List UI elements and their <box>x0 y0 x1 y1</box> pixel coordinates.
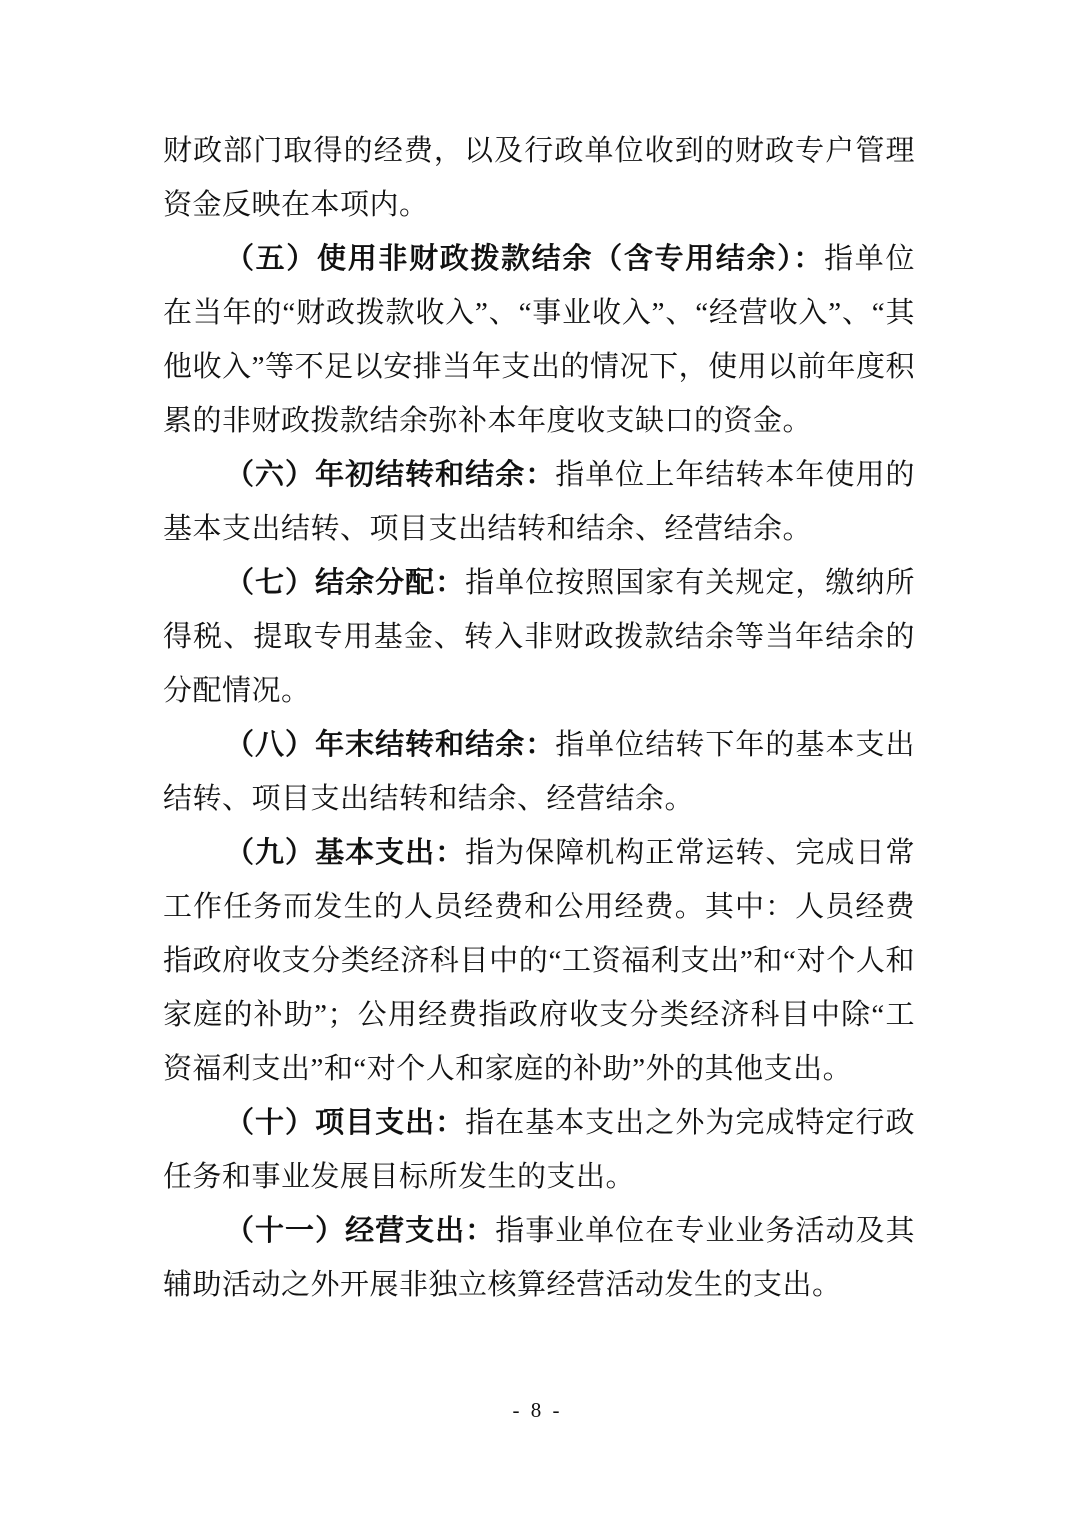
paragraph-text: 指单位在当年的“财政拨款收入”、“事业收入”、“经营收入”、“其他收入”等不足以安排当年支出的情况下，使用以前年度积累的非财政拨款结余弥补本年度收支缺口的资金。 <box>163 243 915 437</box>
page-number: - 8 - <box>512 1398 563 1422</box>
paragraph <box>163 1096 915 1204</box>
paragraph-heading: （十）项目支出： <box>225 1107 466 1139</box>
paragraph <box>163 556 915 718</box>
paragraph <box>163 124 915 232</box>
paragraph <box>163 232 915 448</box>
paragraph-text: 指事业单位在专业业务活动及其辅助活动之外开展非独立核算经营活动发生的支出。 <box>163 1215 915 1301</box>
paragraph <box>163 826 915 1096</box>
paragraph-heading: （六）年初结转和结余： <box>225 459 556 491</box>
paragraph-text: 指为保障机构正常运转、完成日常工作任务而发生的人员经费和公用经费。其中：人员经费指政府收支分类经济科目中的“工资福利支出”和“对个人和家庭的补助”；公用经费指政府收支分类经济科目中除“工资福利支出”和“对个人和家庭的补助”外的其他支出。 <box>163 837 915 1085</box>
paragraph-text: 指在基本支出之外为完成特定行政任务和事业发展目标所发生的支出。 <box>163 1107 915 1193</box>
paragraph-text: 指单位结转下年的基本支出结转、项目支出结转和结余、经营结余。 <box>163 729 915 815</box>
document-body <box>163 124 915 1312</box>
paragraph <box>163 718 915 826</box>
paragraph-text: 指单位上年结转本年使用的基本支出结转、项目支出结转和结余、经营结余。 <box>163 459 915 545</box>
paragraph-heading: （八）年末结转和结余： <box>225 729 556 761</box>
paragraph-text: 指单位按照国家有关规定，缴纳所得税、提取专用基金、转入非财政拨款结余等当年结余的分配情况。 <box>163 567 915 707</box>
paragraph-heading: （十一）经营支出： <box>225 1215 496 1247</box>
paragraph <box>163 448 915 556</box>
paragraph-heading: （七）结余分配： <box>225 567 466 599</box>
paragraph <box>163 1204 915 1312</box>
paragraph-text: 财政部门取得的经费，以及行政单位收到的财政专户管理资金反映在本项内。 <box>163 135 915 221</box>
paragraph-heading: （九）基本支出： <box>225 837 466 869</box>
paragraph-heading: （五）使用非财政拨款结余（含专用结余）： <box>225 243 825 275</box>
